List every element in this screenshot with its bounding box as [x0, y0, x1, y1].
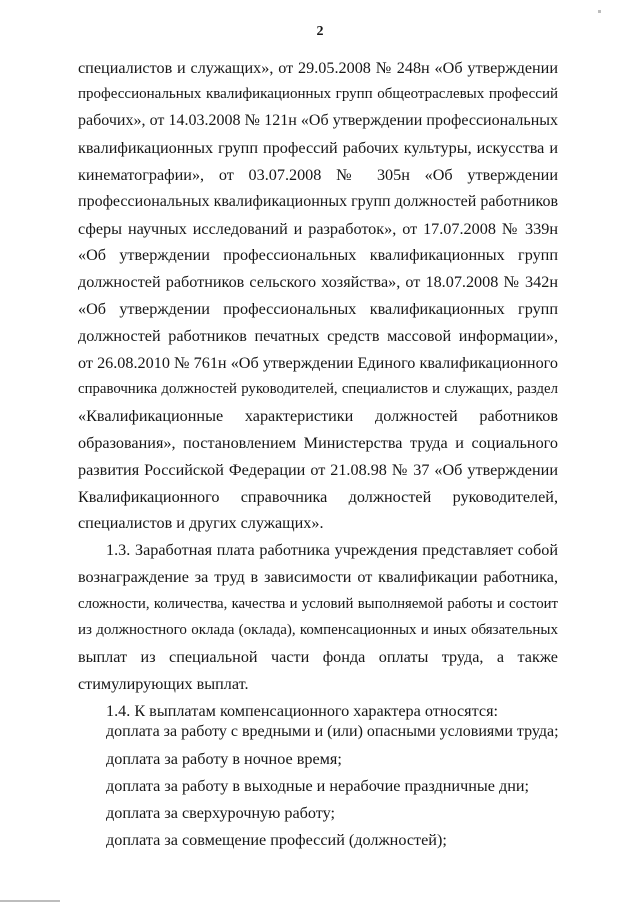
- paragraph-1-3-line: сложности, количества, качества и условий выполняемой работы и состоит: [78, 596, 558, 612]
- paragraph-1-2-continuation-line: сферы научных исследований и разработок», от 17.07.2008 № 339н: [78, 220, 558, 238]
- paragraph-1-2-continuation-line: квалификационных групп профессий рабочих культуры, искусства и: [78, 139, 558, 157]
- paragraph-1-2-continuation-line: Квалификационного справочника должностей руководителей,: [78, 488, 558, 506]
- paragraph-1-3-line: 1.3. Заработная плата работника учреждения представляет собой: [106, 541, 558, 559]
- compensation-list-item: доплата за работу в ночное время;: [106, 750, 342, 768]
- compensation-list-item: доплата за работу с вредными и (или) опасными условиями труда;: [106, 723, 559, 740]
- paragraph-1-2-continuation-line: от 26.08.2010 № 761н «Об утверждении Единого квалификационного: [78, 354, 558, 372]
- paragraph-1-2-continuation-line: справочника должностей руководителей, специалистов и служащих, раздел: [78, 381, 558, 397]
- paragraph-1-2-continuation-line: рабочих», от 14.03.2008 № 121н «Об утверждении профессиональных: [78, 112, 558, 129]
- paragraph-1-3-line: стимулирующих выплат.: [78, 675, 249, 693]
- paragraph-1-3-line: из должностного оклада (оклада), компенсационных и иных обязательных: [78, 622, 558, 638]
- paragraph-1-2-continuation-line: кинематографии», от 03.07.2008 № 305н «Об утверждении: [78, 166, 558, 184]
- scan-mark: [598, 10, 601, 13]
- paragraph-1-2-continuation-line: образования», постановлением Министерства труда и социального: [78, 434, 558, 452]
- paragraph-1-2-continuation-line: профессиональных квалификационных групп общеотраслевых профессий: [78, 86, 558, 102]
- compensation-list-item: доплата за совмещение профессий (должностей);: [106, 831, 447, 849]
- compensation-list-item: доплата за сверхурочную работу;: [106, 804, 335, 822]
- paragraph-1-2-continuation-line: профессиональных квалификационных групп должностей работников: [78, 193, 558, 210]
- paragraph-1-4-line: 1.4. К выплатам компенсационного характера относятся:: [106, 702, 499, 720]
- page-number: 2: [316, 24, 324, 39]
- paragraph-1-2-continuation-line: специалистов и других служащих».: [78, 514, 324, 532]
- paragraph-1-3-line: выплат из специальной части фонда оплаты труда, а также: [78, 648, 558, 666]
- paragraph-1-2-continuation-line: специалистов и служащих», от 29.05.2008 № 248н «Об утверждении: [78, 59, 558, 77]
- paragraph-1-2-continuation-line: «Об утверждении профессиональных квалификационных групп: [78, 300, 558, 318]
- paragraph-1-2-continuation-line: «Квалификационные характеристики должностей работников: [78, 407, 558, 425]
- scan-mark: [0, 900, 60, 902]
- compensation-list-item: доплата за работу в выходные и нерабочие праздничные дни;: [106, 777, 530, 795]
- paragraph-1-2-continuation-line: должностей работников сельского хозяйства», от 18.07.2008 № 342н: [78, 273, 558, 291]
- paragraph-1-2-continuation-line: должностей работников печатных средств массовой информации»,: [78, 327, 558, 345]
- paragraph-1-2-continuation-line: «Об утверждении профессиональных квалификационных групп: [78, 246, 558, 264]
- paragraph-1-2-continuation-line: развития Российской Федерации от 21.08.98 № 37 «Об утверждении: [78, 461, 558, 479]
- paragraph-1-3-line: вознаграждение за труд в зависимости от квалификации работника,: [78, 568, 558, 586]
